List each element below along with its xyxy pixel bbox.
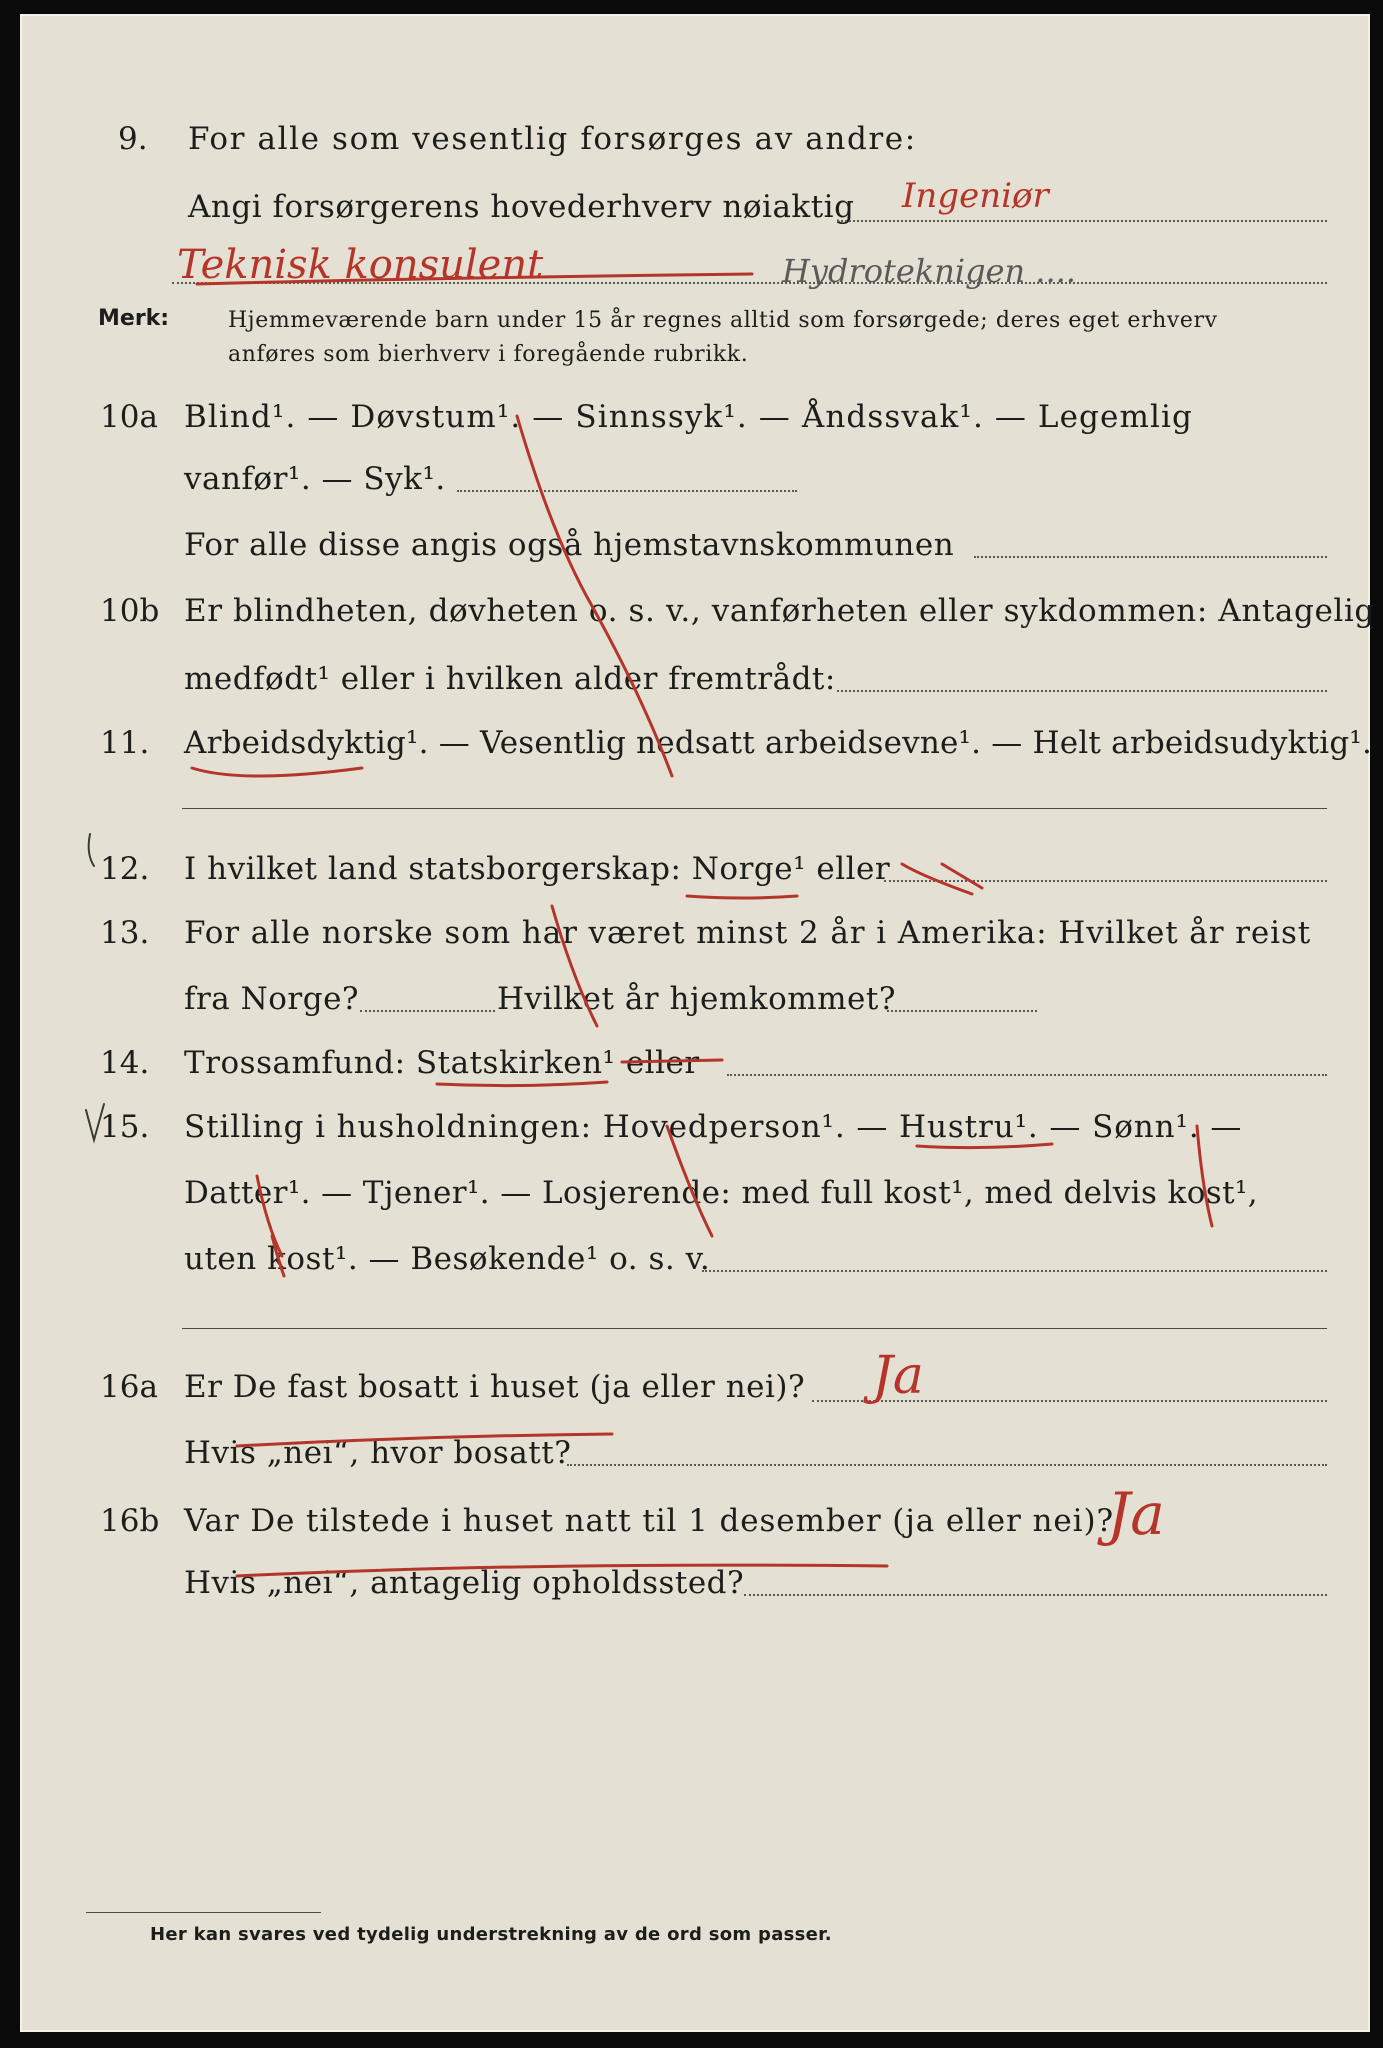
q15-rule (182, 1328, 1327, 1329)
q9-line2: Angi forsørgerens hovederhverv nøiaktig (188, 189, 855, 225)
q16a-line2: Hvis „nei“, hvor bosatt? (184, 1435, 572, 1471)
q11-number: 11. (100, 725, 150, 761)
q15-number: 15. (100, 1109, 150, 1145)
q9-handwritten-pencil: Hydroteknigen .... (782, 252, 1076, 290)
q12-answer-line (884, 880, 1327, 882)
q9-answer-line (837, 220, 1327, 222)
q16b-answer: Ja (1107, 1480, 1165, 1548)
q10b-number: 10b (100, 593, 160, 629)
q9-handwritten-title: Teknisk konsulent (177, 242, 544, 288)
q15-line1: Stilling i husholdningen: Hovedperson¹. — Hustru¹. — Sønn¹. — (184, 1109, 1243, 1145)
underline-norge (687, 896, 797, 898)
q16b-number: 16b (100, 1503, 160, 1539)
q13-line2b: Hvilket år hjemkommet? (497, 981, 896, 1017)
q16b-sted-line (744, 1594, 1327, 1596)
census-form-page (20, 14, 1375, 2032)
q16b-line2: Hvis „nei“, antagelig opholdssted? (184, 1565, 745, 1601)
q12-line1: I hvilket land statsborgerskap: Norge¹ eller (184, 851, 891, 887)
q10a-answer-line (457, 490, 797, 492)
underline-arbeidsdyktig (192, 768, 362, 776)
merk-label: Merk: (98, 306, 170, 331)
q16a-bosatt-line (567, 1464, 1327, 1466)
q14-number: 14. (100, 1045, 150, 1081)
q15-line3: uten kost¹. — Besøkende¹ o. s. v. (184, 1241, 711, 1277)
q13-line2a: fra Norge? (184, 981, 360, 1017)
q10a-kommune-line (974, 556, 1327, 558)
q9-line1: For alle som vesentlig forsørges av andre: (188, 121, 917, 157)
q10a-number: 10a (100, 399, 158, 435)
q13-hjem-line (887, 1010, 1037, 1012)
q15-answer-line (702, 1270, 1327, 1272)
q9-handwritten-occupation: Ingeniør (902, 176, 1049, 216)
q10a-line2: vanfør¹. — Syk¹. (184, 461, 446, 497)
footnote-rule (86, 1912, 321, 1913)
q16a-line1: Er De fast bosatt i huset (ja eller nei)? (184, 1369, 806, 1405)
q13-number: 13. (100, 915, 150, 951)
q11-line1: Arbeidsdyktig¹. — Vesentlig nedsatt arbeidsevne¹. — Helt arbeidsudyktig¹. (184, 725, 1373, 761)
check-norge (902, 864, 982, 894)
footnote-text: Her kan svares ved tydelig understrekning av de ord som passer. (150, 1924, 832, 1945)
q13-reist-line (360, 1010, 495, 1012)
q16b-line1: Var De tilstede i huset natt til 1 desember (ja eller nei)? (184, 1503, 1114, 1539)
q9-answer-line-2 (172, 282, 1327, 284)
q10a-line1: Blind¹. — Døvstum¹. — Sinnssyk¹. — Åndssvak¹. — Legemlig (184, 399, 1193, 435)
underline-statskirken (437, 1082, 607, 1086)
q10b-line2: medfødt¹ eller i hvilken alder fremtrådt: (184, 661, 836, 697)
merk-line2: anføres som bierhverv i foregående rubrikk. (228, 342, 749, 367)
q10b-line1: Er blindheten, døvheten o. s. v., vanførheten eller sykdommen: Antagelig (184, 593, 1375, 629)
q12-number: 12. (100, 851, 150, 887)
q15-line2: Datter¹. — Tjener¹. — Losjerende: med full kost¹, med delvis kost¹, (184, 1175, 1259, 1211)
q14-line1: Trossamfund: Statskirken¹ eller (184, 1045, 700, 1081)
q14-answer-line (727, 1074, 1327, 1076)
q10a-line3: For alle disse angis også hjemstavnskommunen (184, 527, 955, 563)
q16a-answer: Ja (872, 1346, 924, 1406)
q13-line1: For alle norske som har været minst 2 år i Amerika: Hvilket år reist (184, 915, 1312, 951)
q11-rule (182, 808, 1327, 809)
merk-line1: Hjemmeværende barn under 15 år regnes alltid som forsørgede; deres eget erhverv (228, 308, 1218, 333)
margin-tick-12 (89, 834, 94, 866)
q9-number: 9. (118, 121, 148, 157)
q10b-answer-line (837, 690, 1327, 692)
q16a-number: 16a (100, 1369, 158, 1405)
